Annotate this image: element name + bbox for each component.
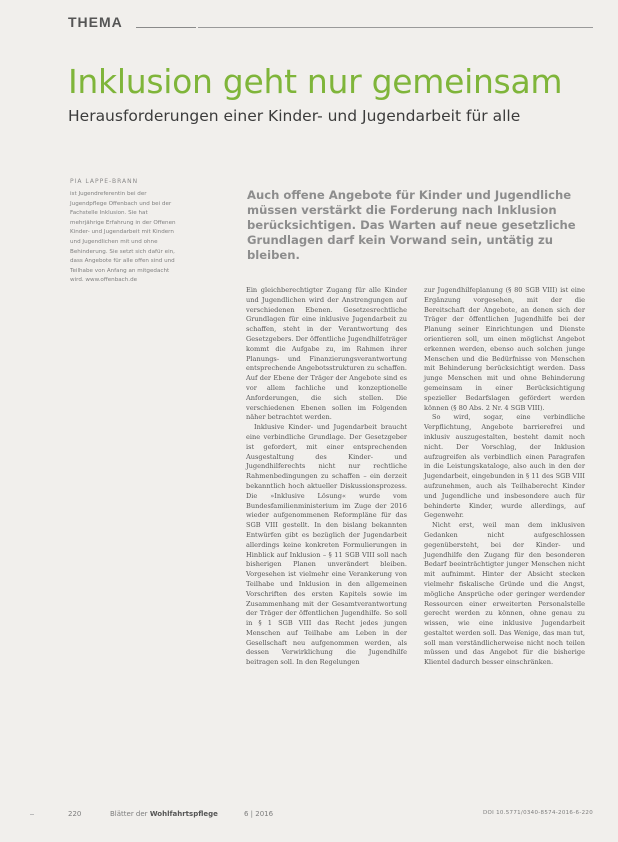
footer-mark (30, 814, 34, 815)
body-paragraph: Ein gleichberechtigter Zugang für alle Kinder und Jugendlichen wird der Anstrengungen auf verschiedenen Ebenen. Gesetzesrechtliche Grundlagen für eine inklusive Jugendarbeit zu schaffen, steht in der Verantwortung des Gesetzgebers. Der öffentliche Jugendhilfeträger kommt die Aufgabe zu, im Rahmen ihrer Planungs- und Finanzierungsverantwortung entsprechende Angebotsstrukturen zu schaffen. Auf der Ebene der Träger der Angebote sind es vor allem fachliche und konzeptionelle Anforderungen, die sich stellen. Die verschiedenen Ebenen sollen im Folgenden näher betrachtet werden. (246, 286, 407, 422)
journal-name (110, 810, 218, 818)
section-underline (136, 27, 196, 28)
header-rule (198, 27, 593, 28)
journal-title: Wohlfahrtspflege (149, 810, 218, 818)
author-bio: ist Jugendreferentin bei der Jugendpflege Offenbach und bei der Fachstelle Inklusion. Sie hat mehrjährige Erfahrung in der Offenen Kinder- und Jugendarbeit mit Kindern und Jugendlichen mit und ohne Behinderung. Sie setzt sich dafür ein, dass Angebote für alle offen sind und Teilhabe von Anfang an mitgedacht wird. www.offenbach.de (70, 191, 176, 284)
article-title: Inklusion geht nur gemeinsam (68, 62, 563, 101)
article-subtitle: Herausforderungen einer Kinder- und Jugendarbeit für alle (68, 107, 521, 125)
issue-number: 6 | 2016 (244, 810, 274, 818)
article-lede: Auch offene Angebote für Kinder und Jugendliche müssen verstärkt die Forderung nach Inklusion berücksichtigen. Das Warten auf neue gesetzliche Grundlagen darf kein Vorwand sein, untätig zu bleiben. (247, 188, 576, 262)
doi-reference: DOI 10.5771/0340-8574-2016-6-220 (482, 810, 593, 816)
body-column-1 (246, 286, 407, 668)
page-footer (68, 810, 593, 824)
author-name: PIA LAPPE-BRANN (70, 178, 139, 185)
page-number: 220 (68, 810, 82, 818)
body-column-2 (424, 286, 585, 668)
section-label: THEMA (68, 14, 123, 30)
body-paragraph: Inklusive Kinder- und Jugendarbeit braucht eine verbindliche Grundlage. Der Gesetzgeber ist gefordert, mit einer entsprechenden Ausgestaltung des Kinder- und Jugendhilferechts nicht nur rechtliche Rahmenbedingungen zu schaffen – ein derzeit bekanntlich hoch aktueller Diskussionsprozess. Die »Inklusive Lösung« wurde vom Bundesfamilienministerium im Zuge der 2016 wieder aufgenommenen Reformpläne für das SGB VIII gestellt. In den bislang bekannten Entwürfen gibt es bezüglich der Jugendarbeit allerdings keine konkreten Formulierungen in Hinblick auf Inklusion – § 11 SGB VIII soll nach bisherigen Planen unverändert bleiben. Vorgesehen ist vielmehr eine Verankerung von Teilhabe und Inklusion in den allgemeinen Vorschriften des ersten Kapitels sowie im Zusammenhang mit der Gesamtverantwortung der Träger der öffentlichen Jugendhilfe. So soll in § 1 SGB VIII das Recht jedes jungen Menschen auf Teilhabe am Leben in der Gesellschaft neu aufgenommen werden, als dessen Verwirklichung die Jugendhilfe beitragen soll. In den Regelungen (246, 423, 407, 667)
body-paragraph: zur Jugendhilfeplanung (§ 80 SGB VIII) ist eine Ergänzung vorgesehen, mit der die Bereitschaft der Angebote, an denen sich der Träger der öffentlichen Jugendhilfe bei der Planung seiner Einrichtungen und Dienste orientieren soll, um einen möglichst Angebot erkennen werden, ebenso auch solchen junge Menschen und die Bedürfnisse von Menschen mit Behinderung berücksichtigt werden. Dass junge Menschen mit und ohne Behinderung gemeinsam in einer Berücksichtigung spezieller Bedarfslagen gefördert werden können (§ 80 Abs. 2 Nr. 4 SGB VIII). (424, 286, 585, 412)
body-paragraph: Nicht erst, weil man dem inklusiven Gedanken nicht aufgeschlossen gegenübersteht, bei der Kinder- und Jugendhilfe den Zugang für den besonderen Bedarf beeinträchtigter junger Menschen nicht mit aufnimmt. Hinter der Absicht stecken vielmehr fiskalische Gründe und die Angst, mögliche Ansprüche oder geringer werdender Ressourcen einer erweiterten Personalstelle gerecht werden zu können, ohne genau zu wissen, wie eine inklusive Jugendarbeit gestaltet werden soll. Das Wenige, das man tut, soll man verständlicherweise nicht noch teilen müssen und das Angebot für die bisherige Klientel dadurch besser einschränken. (424, 521, 585, 667)
journal-prefix: Blätter der (110, 810, 148, 818)
body-paragraph: So wird, sogar, eine verbindliche Verpflichtung, Angebote barrierefrei und inklusiv auszugestalten, besteht damit noch nicht. Der Vorschlag, der Inklusion aufzugreifen als verbindlich einen Paragrafen in die Leistungskataloge, also auch in den der Jugendarbeit, eingebunden in § 11 des SGB VIII aufzunehmen, auch als Teilhaberecht Kinder und Jugendliche und insbesondere auch für behinderte Kinder, wurde allerdings, auf Gegenwehr. (424, 413, 585, 520)
